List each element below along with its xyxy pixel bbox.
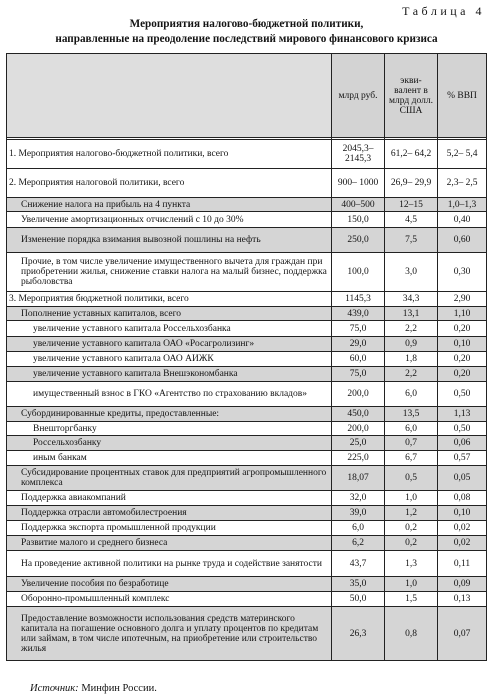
row-label: Снижение налога на прибыль на 4 пункта <box>7 198 332 212</box>
row-label: Увеличение амортизационных отчислений с 10 до 30% <box>7 212 332 228</box>
table-row <box>7 169 487 198</box>
value-rub: 450,0 <box>332 407 385 422</box>
table-row <box>7 292 487 307</box>
value-gdp: 2,90 <box>438 292 487 307</box>
value-rub: 1145,3 <box>332 292 385 307</box>
row-label: Россельхозбанку <box>7 436 332 451</box>
value-rub: 50,0 <box>332 592 385 607</box>
value-rub: 43,7 <box>332 551 385 577</box>
value-usd: 2,2 <box>385 367 438 382</box>
title-line-2: направленные на преодоление последствий мирового финансового кризиса <box>55 33 438 45</box>
row-label: Субсидирование процентных ставок для предприятий агропромышленного комплекса <box>7 466 332 491</box>
table-row <box>7 592 487 607</box>
value-rub: 18,07 <box>332 466 385 491</box>
value-gdp: 0,06 <box>438 436 487 451</box>
value-rub: 200,0 <box>332 382 385 407</box>
value-rub: 75,0 <box>332 321 385 337</box>
table-row <box>7 436 487 451</box>
value-rub: 225,0 <box>332 451 385 466</box>
table-row <box>7 506 487 521</box>
value-rub: 200,0 <box>332 422 385 436</box>
value-gdp: 0,20 <box>438 321 487 337</box>
value-usd: 12–15 <box>385 198 438 212</box>
value-gdp: 1,13 <box>438 407 487 422</box>
value-gdp: 0,02 <box>438 536 487 551</box>
row-label: Поддержка авиакомпаний <box>7 491 332 506</box>
row-label: Оборонно-промышленный комплекс <box>7 592 332 607</box>
value-gdp: 2,3– 2,5 <box>438 169 487 198</box>
table-row <box>7 521 487 536</box>
table-row <box>7 253 487 292</box>
value-usd: 3,0 <box>385 253 438 292</box>
table-row <box>7 466 487 491</box>
table-row <box>7 577 487 592</box>
value-usd: 1,0 <box>385 491 438 506</box>
source-note <box>30 683 157 694</box>
value-usd: 6,0 <box>385 382 438 407</box>
row-label: 3. Мероприятия бюджетной политики, всего <box>7 292 332 307</box>
row-label: На проведение активной политики на рынке труда и содействие занятости <box>7 551 332 577</box>
value-gdp: 0,08 <box>438 491 487 506</box>
value-gdp: 0,11 <box>438 551 487 577</box>
value-gdp: 1,0–1,3 <box>438 198 487 212</box>
header-rub: млрд руб. <box>332 54 385 138</box>
value-gdp: 0,40 <box>438 212 487 228</box>
value-rub: 400–500 <box>332 198 385 212</box>
value-usd: 26,9– 29,9 <box>385 169 438 198</box>
table-number: Таблица 4 <box>402 4 485 18</box>
value-usd: 1,5 <box>385 592 438 607</box>
value-gdp: 5,2– 5,4 <box>438 140 487 169</box>
table-row <box>7 551 487 577</box>
value-usd: 13,5 <box>385 407 438 422</box>
row-label: 1. Мероприятия налогово-бюджетной политики, всего <box>7 140 332 169</box>
value-rub: 75,0 <box>332 367 385 382</box>
value-gdp: 0,13 <box>438 592 487 607</box>
row-label: Прочие, в том числе увеличение имущественного вычета для граждан при приобретении жилья, снижение ставки налога на малый бизнес, поддержка рыболовства <box>7 253 332 292</box>
value-rub: 150,0 <box>332 212 385 228</box>
value-rub: 39,0 <box>332 506 385 521</box>
row-label: увеличение уставного капитала ОАО АИЖК <box>7 352 332 367</box>
value-usd: 0,2 <box>385 521 438 536</box>
data-table <box>6 53 487 661</box>
value-usd: 34,3 <box>385 292 438 307</box>
value-gdp: 0,60 <box>438 228 487 253</box>
table-row <box>7 337 487 352</box>
value-rub: 60,0 <box>332 352 385 367</box>
value-rub: 100,0 <box>332 253 385 292</box>
table-row <box>7 451 487 466</box>
value-usd: 4,5 <box>385 212 438 228</box>
value-usd: 7,5 <box>385 228 438 253</box>
value-gdp: 0,05 <box>438 466 487 491</box>
value-usd: 1,0 <box>385 577 438 592</box>
table-row <box>7 382 487 407</box>
row-label: Внешторгбанку <box>7 422 332 436</box>
row-label: Поддержка экспорта промышленной продукции <box>7 521 332 536</box>
value-rub: 35,0 <box>332 577 385 592</box>
value-rub: 25,0 <box>332 436 385 451</box>
value-gdp: 0,10 <box>438 337 487 352</box>
header-name-cell <box>7 54 332 138</box>
table-row <box>7 228 487 253</box>
header-usd: экви-валент в млрд долл. США <box>385 54 438 138</box>
header-row <box>7 54 487 138</box>
value-gdp: 1,10 <box>438 307 487 321</box>
source-label: Источник: <box>30 683 79 694</box>
row-label: имущественный взнос в ГКО «Агентство по страхованию вкладов» <box>7 382 332 407</box>
table-row <box>7 198 487 212</box>
row-label: Пополнение уставных капиталов, всего <box>7 307 332 321</box>
value-usd: 6,7 <box>385 451 438 466</box>
row-label: увеличение уставного капитала ОАО «Росагролизинг» <box>7 337 332 352</box>
table-row <box>7 321 487 337</box>
table-title <box>0 17 493 47</box>
value-gdp: 0,50 <box>438 382 487 407</box>
row-label: иным банкам <box>7 451 332 466</box>
table-row <box>7 491 487 506</box>
table-row <box>7 536 487 551</box>
value-gdp: 0,20 <box>438 352 487 367</box>
value-rub: 250,0 <box>332 228 385 253</box>
value-usd: 0,5 <box>385 466 438 491</box>
row-label: Увеличение пособия по безработице <box>7 577 332 592</box>
value-gdp: 0,20 <box>438 367 487 382</box>
value-rub: 6,2 <box>332 536 385 551</box>
table-row <box>7 607 487 661</box>
value-usd: 0,7 <box>385 436 438 451</box>
value-gdp: 0,07 <box>438 607 487 661</box>
table-row <box>7 367 487 382</box>
value-rub: 6,0 <box>332 521 385 536</box>
value-gdp: 0,10 <box>438 506 487 521</box>
value-usd: 1,3 <box>385 551 438 577</box>
value-usd: 1,8 <box>385 352 438 367</box>
row-label: увеличение уставного капитала Россельхозбанка <box>7 321 332 337</box>
value-rub: 439,0 <box>332 307 385 321</box>
value-rub: 900– 1000 <box>332 169 385 198</box>
row-label: Поддержка отрасли автомобилестроения <box>7 506 332 521</box>
value-rub: 32,0 <box>332 491 385 506</box>
value-usd: 6,0 <box>385 422 438 436</box>
value-gdp: 0,02 <box>438 521 487 536</box>
row-label: Субординированные кредиты, предоставленные: <box>7 407 332 422</box>
table-row <box>7 407 487 422</box>
row-label: Изменение порядка взимания вывозной пошлины на нефть <box>7 228 332 253</box>
value-usd: 0,9 <box>385 337 438 352</box>
header-gdp: % ВВП <box>438 54 487 138</box>
table-row <box>7 140 487 169</box>
value-gdp: 0,50 <box>438 422 487 436</box>
value-usd: 61,2– 64,2 <box>385 140 438 169</box>
value-rub: 26,3 <box>332 607 385 661</box>
value-gdp: 0,09 <box>438 577 487 592</box>
value-usd: 2,2 <box>385 321 438 337</box>
row-label: увеличение уставного капитала Внешэкономбанка <box>7 367 332 382</box>
table-row <box>7 422 487 436</box>
table-row <box>7 307 487 321</box>
row-label: Предоставление возможности использования средств материнского капитала на погашение основного долга и уплату процентов по кредитам или займам, в том числе ипотечным, на приобретение или строительство жилья <box>7 607 332 661</box>
value-usd: 0,8 <box>385 607 438 661</box>
title-line-1: Мероприятия налогово-бюджетной политики, <box>129 18 364 30</box>
table-row <box>7 212 487 228</box>
value-rub: 29,0 <box>332 337 385 352</box>
table-row <box>7 352 487 367</box>
row-label: 2. Мероприятия налоговой политики, всего <box>7 169 332 198</box>
value-gdp: 0,30 <box>438 253 487 292</box>
row-label: Развитие малого и среднего бизнеса <box>7 536 332 551</box>
value-usd: 1,2 <box>385 506 438 521</box>
value-rub: 2045,3– 2145,3 <box>332 140 385 169</box>
value-usd: 13,1 <box>385 307 438 321</box>
source-text: Минфин России. <box>78 683 157 694</box>
value-usd: 0,2 <box>385 536 438 551</box>
value-gdp: 0,57 <box>438 451 487 466</box>
